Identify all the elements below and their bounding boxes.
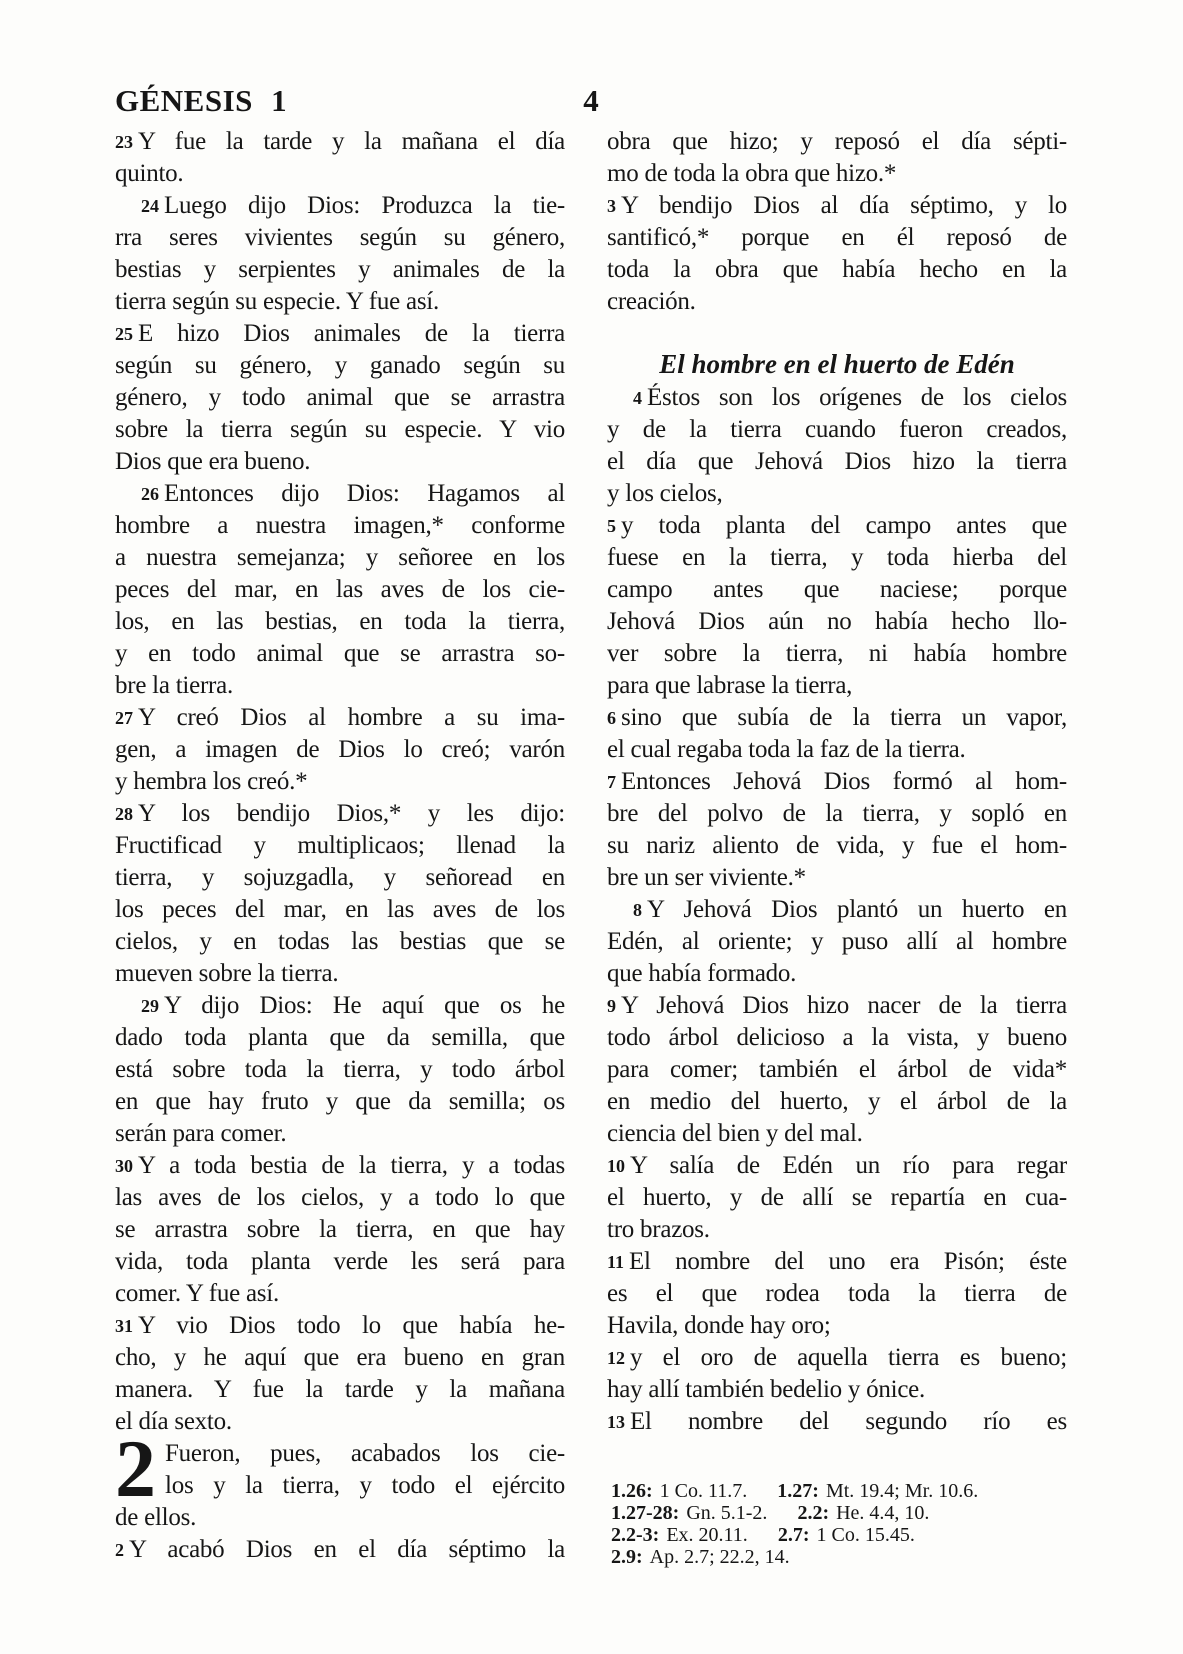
text-line: toda la obra que había hecho en la <box>607 256 1067 283</box>
text-line: 6 sino que subía de la tierra un vapor, <box>607 704 1067 731</box>
chapter-paragraph <box>115 1423 565 1534</box>
footnote-text: Ex. 20.11. <box>666 1524 748 1546</box>
text-line: se arrastra sobre la tierra, en que hay <box>115 1216 565 1243</box>
text-line: cho, y he aquí que era bueno en gran <box>115 1344 565 1371</box>
footnote-line <box>611 1546 1067 1568</box>
text-line: manera. Y fue la tarde y la mañana <box>115 1376 565 1403</box>
text-line: 25 E hizo Dios animales de la tierra <box>115 320 565 347</box>
text-line: los, en las bestias, en toda la tierra, <box>115 608 565 635</box>
text-line: serán para comer. <box>115 1120 287 1147</box>
verse-paragraph <box>115 1534 565 1566</box>
text-line: hay allí también bedelio y ónice. <box>607 1376 926 1403</box>
text-line: 24 Luego dijo Dios: Produzca la tie- <box>141 192 565 219</box>
text-line: Fructificad y multiplicaos; llenad la <box>115 832 565 859</box>
verse-paragraph <box>607 1150 1067 1246</box>
footnote-text: Gn. 5.1-2. <box>686 1502 768 1524</box>
text-line: está sobre toda la tierra, y todo árbol <box>115 1056 565 1083</box>
text-line: 2 Y acabó Dios en el día séptimo la <box>115 1536 565 1563</box>
verse-number: 28 <box>115 804 133 824</box>
verse-paragraph <box>115 1310 565 1438</box>
verse-number: 8 <box>633 900 642 920</box>
footnote-ref: 1.26: <box>611 1480 653 1502</box>
text-line: 23 Y fue la tarde y la mañana el día <box>115 128 565 155</box>
page-header <box>115 84 1067 118</box>
text-line: Jehová Dios aún no había hecho llo- <box>607 608 1067 635</box>
footnote-text: 1 Co. 11.7. <box>659 1480 748 1502</box>
text-line: 26 Entonces dijo Dios: Hagamos al <box>141 480 565 507</box>
text-line: ciencia del bien y del mal. <box>607 1120 863 1147</box>
footnote-entry <box>777 1480 978 1502</box>
text-line: tro brazos. <box>607 1216 710 1243</box>
text-line: mueven sobre la tierra. <box>115 960 339 987</box>
running-head: GÉNESIS 1 <box>115 83 288 118</box>
text-line: 27 Y creó Dios al hombre a su ima- <box>115 704 565 731</box>
text-line: 11 El nombre del uno era Pisón; éste <box>607 1248 1067 1275</box>
text-line: y los cielos, <box>607 480 723 507</box>
footnote-text: 1 Co. 15.45. <box>816 1524 915 1546</box>
verse-paragraph <box>607 766 1067 894</box>
verse-number: 24 <box>141 196 159 216</box>
text-line: los y la tierra, y todo el ejército <box>165 1472 565 1499</box>
text-line: Havila, donde hay oro; <box>607 1312 831 1339</box>
right-column <box>607 126 1067 1568</box>
text-line: cielos, y en todas las bestias que se <box>115 928 565 955</box>
verse-paragraph <box>607 382 1067 510</box>
verse-paragraph <box>607 126 1067 190</box>
section-heading: El hombre en el huerto de Edén <box>659 349 1015 379</box>
verse-number: 4 <box>633 388 642 408</box>
verse-paragraph <box>607 1406 1067 1438</box>
footnote-line <box>611 1480 1067 1502</box>
text-line: dado toda planta que da semilla, que <box>115 1024 565 1051</box>
text-line: Fueron, pues, acabados los cie- <box>165 1440 565 1467</box>
verse-number: 6 <box>607 708 616 728</box>
text-line: 5 y toda planta del campo antes que <box>607 512 1067 539</box>
text-line: el cual regaba toda la faz de la tierra. <box>607 736 966 763</box>
text-line: 29 Y dijo Dios: He aquí que os he <box>141 992 565 1019</box>
text-line: gen, a imagen de Dios lo creó; varón <box>115 736 565 763</box>
text-line: mo de toda la obra que hizo.* <box>607 160 897 187</box>
text-line: comer. Y fue así. <box>115 1280 279 1307</box>
text-line: su nariz aliento de vida, y fue el hom- <box>607 832 1067 859</box>
footnote-ref: 2.7: <box>777 1524 810 1546</box>
footnote-ref: 1.27-28: <box>611 1502 680 1524</box>
text-line: rra seres vivientes según su género, <box>115 224 565 251</box>
verse-paragraph <box>115 1150 565 1310</box>
verse-number: 2 <box>115 1540 124 1560</box>
text-line: quinto. <box>115 160 184 187</box>
text-line: y en todo animal que se arrastra so- <box>115 640 565 667</box>
text-line: y de la tierra cuando fueron creados, <box>607 416 1067 443</box>
text-line: 9 Y Jehová Dios hizo nacer de la tierra <box>607 992 1067 1019</box>
verse-paragraph <box>115 798 565 990</box>
text-line: Dios que era bueno. <box>115 448 311 475</box>
verse-number: 13 <box>607 1412 625 1432</box>
text-line: 3 Y bendijo Dios al día séptimo, y lo <box>607 192 1067 219</box>
text-line: campo antes que naciese; porque <box>607 576 1067 603</box>
text-line: las aves de los cielos, y a todo lo que <box>115 1184 565 1211</box>
text-line: 8 Y Jehová Dios plantó un huerto en <box>633 896 1067 923</box>
text-line: vida, toda planta verde les será para <box>115 1248 565 1275</box>
footnote-entry <box>611 1502 767 1524</box>
text-line: el día que Jehová Dios hizo la tierra <box>607 448 1067 475</box>
footnote-entry <box>797 1502 929 1524</box>
footnote-text: Mt. 19.4; Mr. 10.6. <box>825 1480 979 1502</box>
text-line: santificó,* porque en él reposó de <box>607 224 1067 251</box>
footnote-line <box>611 1524 1067 1546</box>
verse-paragraph <box>115 126 565 190</box>
verse-paragraph <box>607 190 1067 318</box>
text-line: de ellos. <box>115 1504 197 1531</box>
verse-paragraph <box>115 190 565 318</box>
verse-paragraph <box>115 478 565 702</box>
text-line: 4 Éstos son los orígenes de los cielos <box>633 384 1067 411</box>
text-line: para comer; también el árbol de vida* <box>607 1056 1067 1083</box>
footnote-text: He. 4.4, 10. <box>836 1502 930 1524</box>
text-line: para que labrase la tierra, <box>607 672 853 699</box>
page-number: 4 <box>583 83 599 118</box>
verse-paragraph <box>607 990 1067 1150</box>
verse-number: 27 <box>115 708 133 728</box>
chapter-number-dropcap: 2 <box>115 1423 156 1514</box>
text-line: los peces del mar, en las aves de los <box>115 896 565 923</box>
text-line: peces del mar, en las aves de los cie- <box>115 576 565 603</box>
verse-paragraph <box>607 702 1067 766</box>
verse-paragraph <box>115 702 565 798</box>
text-columns <box>115 126 1067 1568</box>
text-line: en medio del huerto, y el árbol de la <box>607 1088 1067 1115</box>
text-line: que había formado. <box>607 960 797 987</box>
text-line: bre un ser viviente.* <box>607 864 806 891</box>
text-line: y hembra los creó.* <box>115 768 308 795</box>
text-line: Edén, al oriente; y puso allí al hombre <box>607 928 1067 955</box>
text-line: hombre a nuestra imagen,* conforme <box>115 512 565 539</box>
verse-number: 10 <box>607 1156 625 1176</box>
text-line: el día sexto. <box>115 1408 232 1435</box>
verse-paragraph <box>115 318 565 478</box>
text-line: 30 Y a toda bestia de la tierra, y a todas <box>115 1152 565 1179</box>
text-line: 31 Y vio Dios todo lo que había he- <box>115 1312 565 1339</box>
footnote-entry <box>611 1546 790 1568</box>
text-line: fuese en la tierra, y toda hierba del <box>607 544 1067 571</box>
footnote-ref: 2.2: <box>797 1502 830 1524</box>
footnote-entry <box>611 1524 748 1546</box>
footnote-entry <box>611 1480 747 1502</box>
footnote-ref: 2.9: <box>611 1546 643 1568</box>
text-line: 10 Y salía de Edén un río para regar <box>607 1152 1067 1179</box>
verse-number: 7 <box>607 772 616 792</box>
text-line: bre la tierra. <box>115 672 233 699</box>
text-line: obra que hizo; y reposó el día sépti- <box>607 128 1067 155</box>
text-line: el huerto, y de allí se repartía en cua- <box>607 1184 1067 1211</box>
text-line: bestias y serpientes y animales de la <box>115 256 565 283</box>
text-line: 12 y el oro de aquella tierra es bueno; <box>607 1344 1067 1371</box>
text-line: 7 Entonces Jehová Dios formó al hom- <box>607 768 1067 795</box>
verse-paragraph <box>115 990 565 1150</box>
text-line: todo árbol delicioso a la vista, y bueno <box>607 1024 1067 1051</box>
verse-number: 23 <box>115 132 133 152</box>
text-line: tierra, y sojuzgadla, y señoread en <box>115 864 565 891</box>
text-line: según su género, y ganado según su <box>115 352 565 379</box>
footnote-ref: 1.27: <box>777 1480 819 1502</box>
verse-number: 5 <box>607 516 616 536</box>
footnote-text: Ap. 2.7; 22.2, 14. <box>649 1546 790 1568</box>
verse-paragraph <box>607 1246 1067 1342</box>
verse-paragraph <box>607 510 1067 702</box>
verse-number: 11 <box>607 1252 625 1272</box>
footnote-ref: 2.2-3: <box>611 1524 660 1546</box>
text-line: tierra según su especie. Y fue así. <box>115 288 439 315</box>
text-line: bre del polvo de la tierra, y sopló en <box>607 800 1067 827</box>
verse-number: 26 <box>141 484 159 504</box>
text-line: sobre la tierra según su especie. Y vio <box>115 416 565 443</box>
verse-number: 9 <box>607 996 616 1016</box>
verse-paragraph <box>607 1342 1067 1406</box>
verse-number: 25 <box>115 324 133 344</box>
text-line: género, y todo animal que se arrastra <box>115 384 565 411</box>
verse-number: 3 <box>607 196 616 216</box>
left-column <box>115 126 565 1568</box>
footnote-line <box>611 1502 1067 1524</box>
text-line: creación. <box>607 288 696 315</box>
text-line: 13 El nombre del segundo río es <box>607 1408 1067 1435</box>
verse-paragraph <box>607 894 1067 990</box>
verse-number: 30 <box>115 1156 133 1176</box>
text-line: a nuestra semejanza; y señoree en los <box>115 544 565 571</box>
verse-number: 29 <box>141 996 159 1016</box>
footnote-entry <box>778 1524 915 1546</box>
text-line: en que hay fruto y que da semilla; os <box>115 1088 565 1115</box>
text-line: es el que rodea toda la tierra de <box>607 1280 1067 1307</box>
footnotes-block <box>607 1480 1067 1568</box>
verse-number: 31 <box>115 1316 133 1336</box>
text-line: ver sobre la tierra, ni había hombre <box>607 640 1067 667</box>
verse-number: 12 <box>607 1348 625 1368</box>
text-line: 28 Y los bendijo Dios,* y les dijo: <box>115 800 565 827</box>
